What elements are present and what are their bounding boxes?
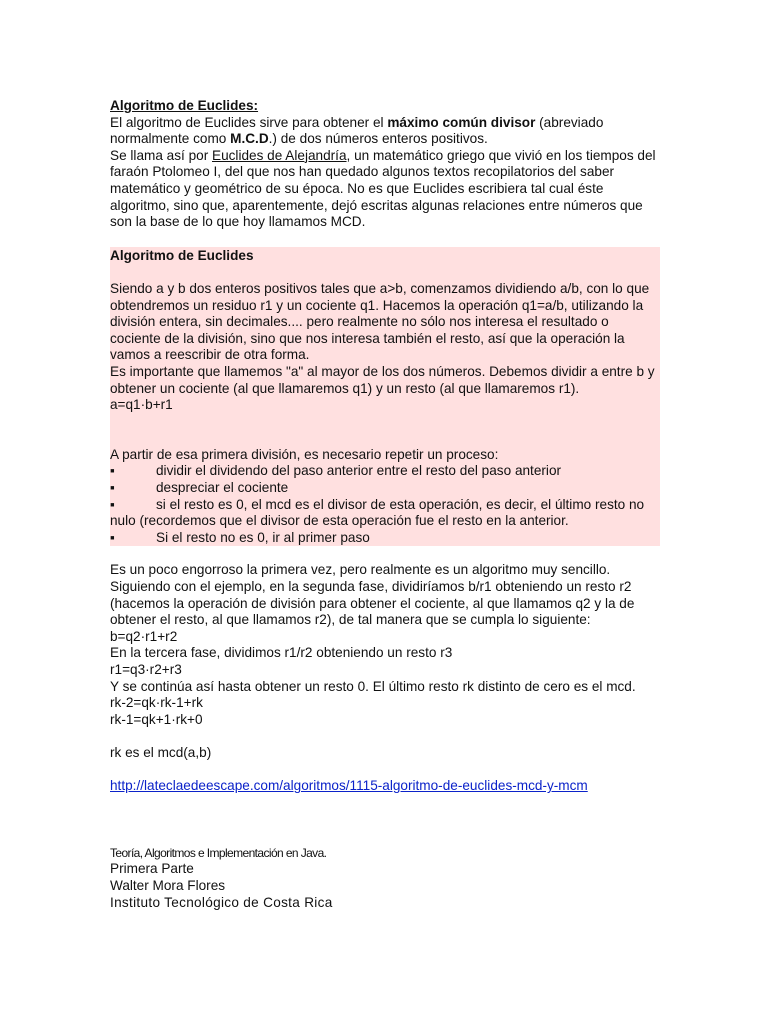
- list-item: ▪ si el resto es 0, el mcd es el divisor de esta operación, es decir, el último resto no nulo (recordemos que el divisor de esta operación fue el resto en la anterior.: [110, 496, 645, 529]
- intro-paragraph-1: [110, 115, 660, 148]
- box-paragraph-1: Siendo a y b dos enteros positivos tales que a>b, comenzamos dividiendo a/b, con lo que obtendremos un residuo r1 y un cociente q1. Hacemos la operación q1=a/b, utilizando la división entera, sin decimales.... pero realmente no sólo nos interesa el resultado o cociente de la división, sino que nos interesa también el resto, así que la operación la vamos a reescribir de otra forma.: [110, 280, 650, 363]
- intro-paragraph-2: [110, 148, 660, 231]
- euclides-link[interactable]: Euclides de Alejandría: [212, 147, 347, 163]
- bold-term-mcd: máximo común divisor: [387, 114, 536, 130]
- conclusion: rk es el mcd(a,b): [110, 744, 212, 760]
- credits-author: Walter Mora Flores: [110, 877, 226, 893]
- bold-abbrev: M.C.D: [230, 131, 269, 147]
- list-item: ▪ despreciar el cociente: [110, 480, 289, 496]
- intro-text: El algoritmo de Euclides sirve para obtener el: [110, 114, 388, 130]
- formula-2: r1=q3·r2+r3: [110, 662, 182, 677]
- intro-text: .) de dos números enteros positivos.: [268, 131, 488, 147]
- after-paragraph-3: Y se continúa así hasta obtener un resto 0. El último resto rk distinto de cero es el mcd.: [110, 678, 636, 694]
- credits-block: [110, 845, 660, 911]
- bullet-icon: ▪: [110, 496, 115, 512]
- formula-4: rk-1=qk+1·rk+0: [110, 711, 203, 727]
- bullet-icon: ▪: [110, 480, 115, 496]
- bullet-icon: ▪: [110, 529, 115, 545]
- bullet-icon: ▪: [110, 463, 115, 479]
- credits-book-title: Teoría, Algoritmos e Implementación en Java.: [110, 845, 327, 860]
- box-paragraph-3: A partir de esa primera división, es necesario repetir un proceso:: [110, 446, 499, 462]
- box-formula: a=q1·b+r1: [110, 397, 173, 413]
- formula-3: rk-2=qk·rk-1+rk: [110, 695, 203, 711]
- box-title: Algoritmo de Euclides: [110, 247, 254, 263]
- explanation-section: [110, 562, 660, 794]
- after-paragraph-1: Es un poco engorroso la primera vez, pero realmente es un algoritmo muy sencillo. Siguiendo con el ejemplo, en la segunda fase, dividiríamos b/r1 obteniendo un resto r2 (hacemos la operación de división para obtener el cociente, al que llamamos q2 y la de obtener el resto, al que llamamos r2), de tal manera que se cumpla lo siguiente:: [110, 562, 635, 628]
- after-paragraph-2: En la tercera fase, dividimos r1/r2 obteniendo un resto r3: [110, 645, 453, 661]
- document-content: [110, 98, 660, 911]
- box-paragraph-2: Es importante que llamemos "a" al mayor de los dos números. Debemos dividir a entre b y obtener un cociente (al que llamaremos q1) y un resto (al que llamaremos r1).: [110, 363, 655, 396]
- formula-1: b=q2·r1+r2: [110, 628, 178, 644]
- list-item: ▪ Si el resto no es 0, ir al primer paso: [110, 529, 370, 545]
- highlight-box: [110, 247, 660, 547]
- intro-text: Se llama así por: [110, 147, 212, 163]
- intro-text: (abreviado normalmente como: [110, 114, 604, 147]
- intro-text: , un matemático griego que vivió en los tiempos del faraón Ptolomeo I, del que nos han quedado algunos textos recopilatorios del saber matemático y geométrico de su época. No es que Euclides escribiera tal cual éste algoritmo, sino que, aparentemente, dejó escritas algunas relaciones entre números que son la base de lo que hoy llamamos MCD.: [110, 147, 656, 230]
- list-item: ▪ dividir el dividendo del paso anterior entre el resto del paso anterior: [110, 463, 562, 479]
- section-title: Algoritmo de Euclides:: [110, 98, 259, 113]
- credits-part: Primera Parte: [110, 861, 194, 877]
- source-link[interactable]: http://lateclaedeescape.com/algoritmos/1115-algoritmo-de-euclides-mcd-y-mcm: [110, 778, 588, 794]
- credits-institution: Instituto Tecnológico de Costa Rica: [110, 894, 333, 910]
